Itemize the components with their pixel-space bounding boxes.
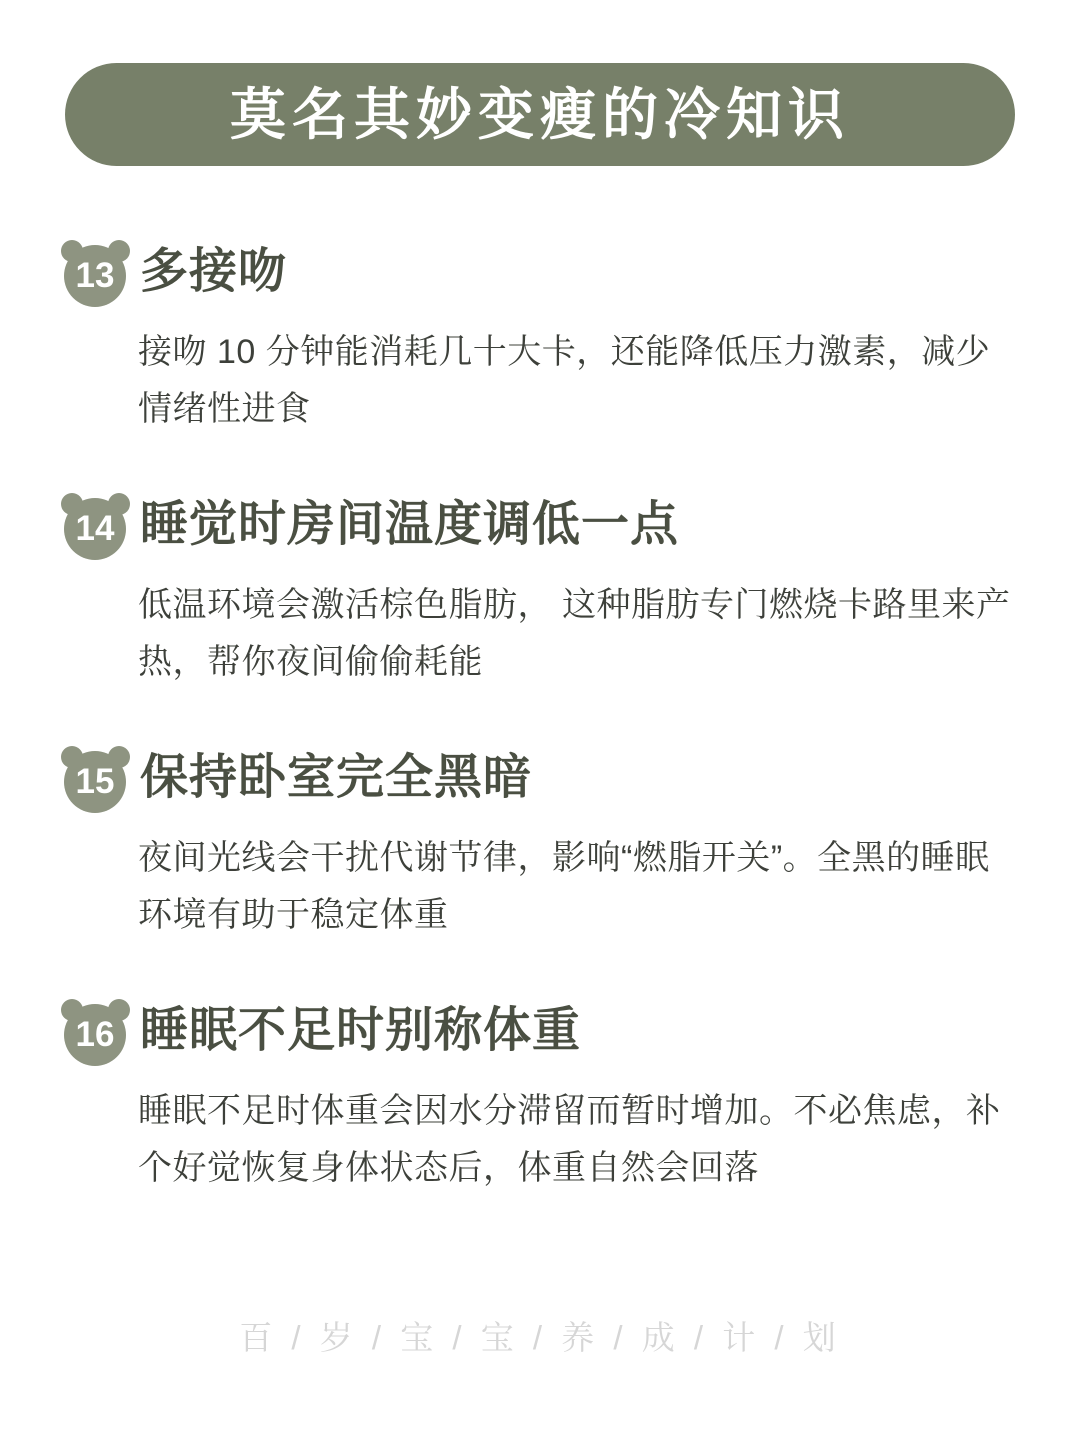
- tip-number: 13: [64, 245, 126, 307]
- bear-number-badge: [63, 241, 128, 307]
- tips-list: [63, 240, 1018, 1252]
- tip-item-16: [63, 999, 1018, 1197]
- tip-body: 接吻 10 分钟能消耗几十大卡，还能降低压力激素，减少情绪性进食: [138, 333, 991, 428]
- tip-header: [63, 999, 1018, 1067]
- tip-heading: 睡觉时房间温度调低一点: [140, 498, 680, 551]
- tip-header: [63, 240, 1018, 308]
- tip-number: 14: [64, 498, 126, 560]
- tip-header: [63, 493, 1018, 561]
- page-title: 莫名其妙变瘦的冷知识: [230, 82, 850, 146]
- tip-body: 睡眠不足时体重会因水分滞留而暂时增加。不必焦虑，补个好觉恢复身体状态后，体重自然会回落: [138, 1092, 1001, 1187]
- tip-heading: 多接吻: [140, 245, 288, 298]
- tip-body: 低温环境会激活棕色脂肪， 这种脂肪专门燃烧卡路里来产热，帮你夜间偷偷耗能: [138, 586, 1011, 681]
- title-banner: [65, 63, 1015, 166]
- tip-heading: 睡眠不足时别称体重: [140, 1004, 582, 1057]
- tip-item-15: [63, 746, 1018, 944]
- bear-number-badge: [63, 494, 128, 560]
- tip-header: [63, 746, 1018, 814]
- tip-item-14: [63, 493, 1018, 691]
- bear-number-badge: [63, 1000, 128, 1066]
- tip-number: 16: [64, 1004, 126, 1066]
- tip-number: 15: [64, 751, 126, 813]
- tip-body: 夜间光线会干扰代谢节律，影响“燃脂开关”。全黑的睡眠环境有助于稳定体重: [138, 839, 990, 934]
- watermark: 百 / 岁 / 宝 / 宝 / 养 / 成 / 计 / 划: [239, 1319, 841, 1356]
- bear-number-badge: [63, 747, 128, 813]
- tip-item-13: [63, 240, 1018, 438]
- tip-heading: 保持卧室完全黑暗: [140, 751, 533, 804]
